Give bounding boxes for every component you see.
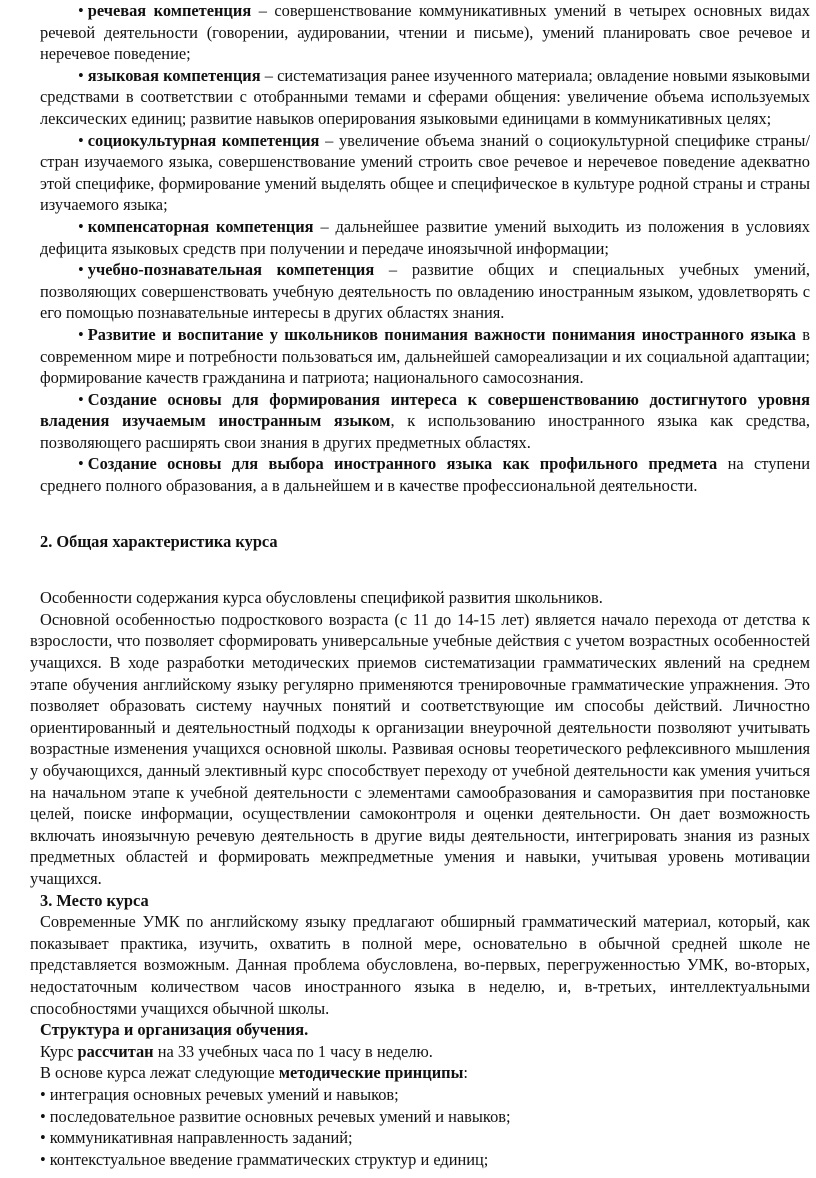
list-item [30, 453, 810, 496]
subheading-text: Структура и организация обучения. [40, 1020, 309, 1040]
list-item-text: – развитие общих и специальных учебных умений, позволяющих совершенствовать учебную деятельность по овладению иностранным языком, удовлетворять с его помощью познавательные интересы в других областях знания. [40, 260, 810, 323]
section-heading [30, 890, 810, 912]
section-heading: 2. Общая характеристика курса [40, 531, 278, 551]
list-item-text: , к использованию иностранного языка как средства, позволяющего расширять свои знания в других предметных областях. [40, 411, 810, 452]
list-item [30, 0, 810, 65]
principles-list [30, 1084, 810, 1170]
bullet-icon: • [78, 65, 84, 85]
list-item-term: Создание основы для формирования интереса к совершенствованию достигнутого уровня владения изучаемым иностранным языком [40, 389, 810, 431]
bullet-icon: • [78, 324, 84, 344]
competence-list [30, 0, 810, 497]
bullet-icon: • [78, 1, 84, 20]
list-item-text: последовательное развитие основных речевых умений и навыков; [49, 1106, 511, 1126]
section-heading-text: 3. Место курса [40, 890, 149, 910]
list-item-term: языковая компетенция [87, 65, 261, 85]
list-item [30, 130, 810, 216]
list-item-text: коммуникативная направленность заданий; [49, 1128, 353, 1148]
list-item [30, 1084, 810, 1106]
list-item-term: учебно-познавательная компетенция [87, 260, 375, 280]
list-item-text: контекстуальное введение грамматических структур и единиц; [49, 1149, 489, 1169]
text-fragment: Курс [40, 1041, 78, 1061]
list-item [30, 216, 810, 259]
list-item-term: Создание основы для выбора иностранного языка как профильного предмета [87, 454, 718, 474]
list-item-text: – систематизация ранее изученного материала; овладение новыми языковыми средствами в соответствии с отобранными темами и сферами общения: увеличение объема используемых лексических единиц; развитие навыков оперирования языковыми единицами в коммуникативных целях; [40, 65, 810, 128]
text-fragment: В основе курса лежат следующие [40, 1063, 279, 1083]
paragraph: Современные УМК по английскому языку предлагают обширный грамматический материал, который, как показывает практика, изучить, охватить в полной мере, основательно в обычной средней школе не представляется возможным. Данная проблема обусловлена, во-первых, перегруженностью УМК, во-вторых, недостаточным количеством часов иностранного языка в неделю, и, в-третьих, интеллектуальными способностями учащихся обычной школы. [30, 912, 810, 1018]
text-fragment-bold: рассчитан [77, 1041, 154, 1061]
list-item [30, 324, 810, 389]
list-item [30, 65, 810, 130]
list-item-term: Развитие и воспитание у школьников понимания важности понимания иностранного языка [87, 324, 796, 344]
paragraph [30, 1062, 810, 1084]
text-fragment-bold: методические принципы [278, 1063, 464, 1083]
paragraph [30, 1041, 810, 1063]
list-item-text: интеграция основных речевых умений и навыков; [49, 1084, 399, 1104]
list-item [30, 1106, 810, 1128]
list-item-text: в современном мире и потребности пользоваться им, дальнейшей самореализации и их социальной адаптации; формирование качеств гражданина и патриота; национального самосознания. [40, 324, 810, 388]
list-item-text: – увеличение объема знаний о социокультурной специфике страны/стран изучаемого языка, совершенствование умений строить свое речевое и неречевое поведение адекватно этой специфике, формирование умений выделять общее и специфическое в культуре родной страны и страны изучаемого языка; [40, 130, 811, 215]
paragraph: Особенности содержания курса обусловлены спецификой развития школьников. [40, 588, 603, 608]
bullet-icon: • [40, 1149, 46, 1169]
bullet-icon: • [78, 260, 84, 280]
text-fragment: на 33 учебных часа по 1 часу в неделю. [153, 1041, 433, 1061]
list-item [30, 1149, 810, 1171]
list-item-text: – дальнейшее развитие умений выходить из положения в условиях дефицита языковых средств при получении и передаче иноязычной информации; [40, 216, 810, 258]
list-item-term: речевая компетенция [87, 1, 252, 20]
bullet-icon: • [78, 216, 84, 236]
paragraph: Основной особенностью подросткового возраста (с 11 до 14-15 лет) является начало перехода от детства к взрослости, что позволяет сформировать универсальные учебные действия с учетом возрастных особенностей учащихся. В ходе разработки методических приемов систематизации грамматических явлений на среднем этапе обучения английскому языку регулярно применяются тренировочные грамматические упражнения. Это позволяет образовать систему научных понятий и соответствующие им способы действий. Личностно ориентированный и деятельностный подходы к организации внеурочной деятельности позволяют учитывать возрастные изменения учащихся основной школы. Развивая основы теоретического рефлексивного мышления у обучающихся, данный элективный курс способствует переходу от учебной деятельности как умения учиться на начальном этапе к учебной деятельности с элементами самообразования и саморазвития при постановке целей, поиске информации, осуществлении самоконтроля и оценки деятельности. Он дает возможность включать иноязычную речевую деятельность в другие виды деятельности, интегрировать знания из разных предметных областей и формировать межпредметные умения и навыки, учитывая уровень мотивации учащихся. [30, 609, 810, 888]
list-item [30, 1127, 810, 1149]
list-item [30, 389, 810, 454]
bullet-icon: • [78, 454, 84, 474]
list-item-term: социокультурная компетенция [87, 130, 320, 150]
bullet-icon: • [78, 130, 84, 150]
bullet-icon: • [78, 389, 84, 409]
subheading [30, 1019, 810, 1041]
bullet-icon: • [40, 1084, 46, 1104]
text-fragment: : [463, 1063, 468, 1083]
list-item-term: компенсаторная компетенция [87, 216, 314, 236]
bullet-icon: • [40, 1128, 46, 1148]
list-item-text: – совершенствование коммуникативных умений в четырех основных видах речевой деятельности (говорении, аудировании, чтении и письме), умений планировать свое речевое и неречевое поведение; [40, 1, 810, 64]
list-item [30, 259, 810, 324]
list-item-text: на ступени среднего полного образования, а в дальнейшем и в качестве профессиональной деятельности. [40, 454, 811, 496]
bullet-icon: • [40, 1106, 46, 1126]
